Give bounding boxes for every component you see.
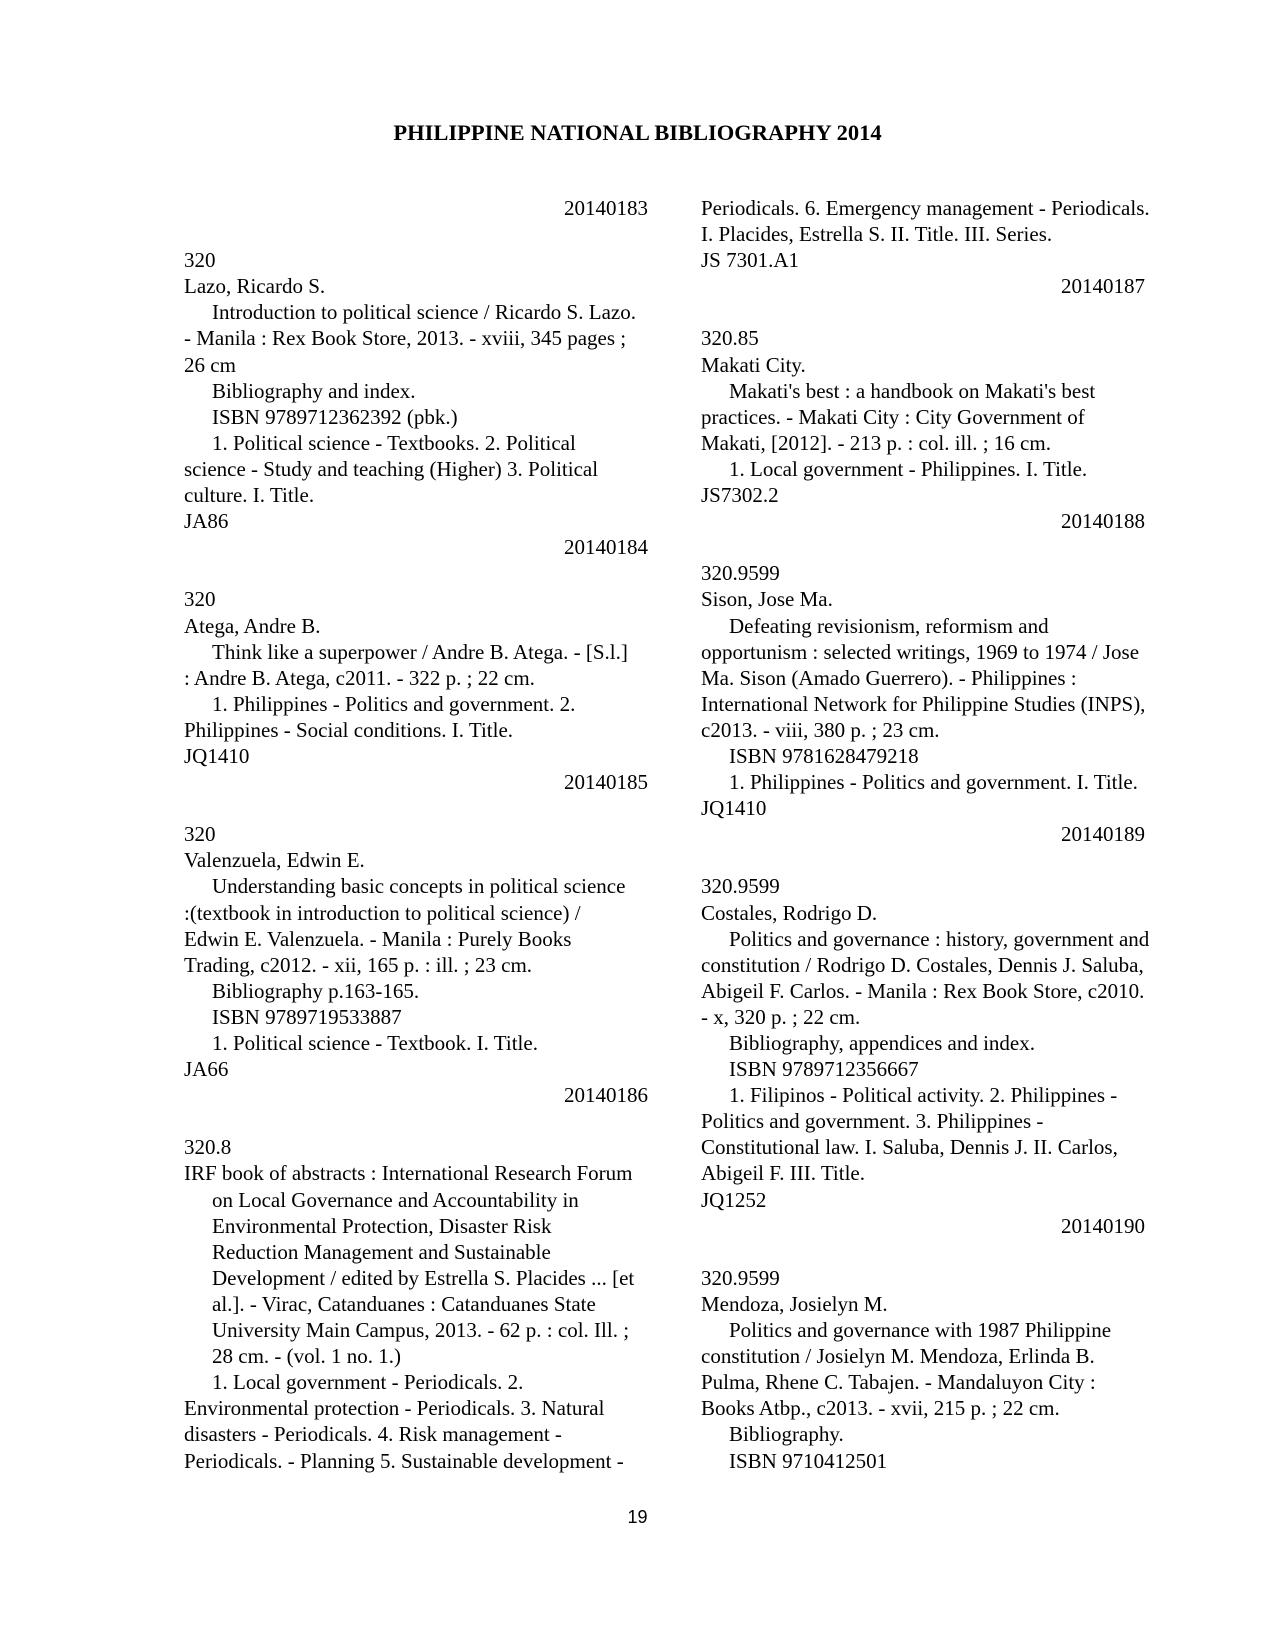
entry-line: al.]. - Virac, Catanduanes : Catanduanes State (212, 1291, 596, 1316)
entry-line: disasters - Periodicals. 4. Risk management - (184, 1422, 562, 1447)
entry-line: Valenzuela, Edwin E. (184, 848, 365, 873)
entry-line: Politics and governance : history, government and (729, 926, 1150, 951)
entry-line: opportunism : selected writings, 1969 to 1974 / Jose (701, 639, 1140, 664)
entry-line: ISBN 9789719533887 (212, 1004, 402, 1029)
record-number: 20140183 (564, 196, 648, 220)
entry-line: - x, 320 p. ; 22 cm. (701, 1004, 861, 1029)
entry-line: - Manila : Rex Book Store, 2013. - xviii, 345 pages ; (184, 326, 627, 351)
entry-line: 28 cm. - (vol. 1 no. 1.) (212, 1344, 401, 1369)
entry-line: 26 cm (184, 352, 236, 377)
entry-line: 320 (184, 248, 216, 273)
entry-line: JA86 (184, 509, 229, 534)
entry-line: Constitutional law. I. Saluba, Dennis J. II. Carlos, (701, 1135, 1118, 1160)
blank-line (701, 534, 1171, 560)
entry-line: Philippines - Social conditions. I. Title. (184, 717, 514, 742)
entry-line: Periodicals. 6. Emergency management - Periodicals. (701, 196, 1150, 220)
entry-line: : Andre B. Atega, c2011. - 322 p. ; 22 cm. (184, 665, 535, 690)
entry-line: Makati, [2012]. - 213 p. : col. ill. ; 16 cm. (701, 430, 1051, 455)
entry-line: 320.9599 (701, 1265, 780, 1290)
entry-line: ISBN 9781628479218 (729, 743, 919, 768)
entry-line: Ma. Sison (Amado Guerrero). - Philippines : (701, 665, 1077, 690)
entry-line: 320.9599 (701, 561, 780, 586)
entry-line: ISBN 9789712356667 (729, 1057, 919, 1082)
entry-line: Politics and government. 3. Philippines - (701, 1109, 1044, 1134)
left-column (184, 195, 674, 1474)
entry-line: Lazo, Ricardo S. (184, 274, 326, 299)
entry-line: 1. Filipinos - Political activity. 2. Philippines - (729, 1083, 1118, 1108)
entry-line: Books Atbp., c2013. - xvii, 215 p. ; 22 cm. (701, 1396, 1060, 1421)
entry-line: c2013. - viii, 380 p. ; 23 cm. (701, 717, 940, 742)
entry-line: practices. - Makati City : City Government of (701, 404, 1085, 429)
right-column (701, 195, 1171, 1474)
blank-line (701, 299, 1171, 325)
entry-line: Think like a superpower / Andre B. Atega. - [S.l.] (212, 639, 628, 664)
entry-line: 1. Political science - Textbooks. 2. Political (212, 430, 576, 455)
entry-line: Bibliography and index. (212, 378, 416, 403)
entry-line: Pulma, Rhene C. Tabajen. - Mandaluyon City : (701, 1370, 1096, 1395)
entry-line: 1. Philippines - Politics and government. 2. (212, 691, 576, 716)
entry-line: culture. I. Title. (184, 483, 315, 508)
record-number: 20140187 (1061, 274, 1145, 299)
record-number: 20140188 (1061, 509, 1145, 534)
entry-line: Makati City. (701, 352, 806, 377)
entry-line: constitution / Rodrigo D. Costales, Dennis J. Saluba, (701, 952, 1144, 977)
entry-line: JQ1410 (701, 796, 767, 821)
record-number: 20140190 (1061, 1213, 1145, 1238)
entry-line: IRF book of abstracts : International Research Forum (184, 1161, 633, 1186)
entry-line: University Main Campus, 2013. - 62 p. : col. Ill. ; (212, 1318, 630, 1343)
record-number: 20140185 (564, 770, 648, 795)
entry-line: Atega, Andre B. (184, 613, 321, 638)
entry-line: Reduction Management and Sustainable (212, 1239, 551, 1264)
entry-line: Bibliography, appendices and index. (729, 1031, 1035, 1055)
entry-line: ISBN 9710412501 (729, 1448, 888, 1473)
entry-line: 1. Local government - Periodicals. 2. (212, 1370, 524, 1395)
entry-line: Understanding basic concepts in political science (212, 874, 626, 899)
entry-line: JS7302.2 (701, 483, 779, 508)
blank-line (184, 1108, 674, 1134)
entry-line: Trading, c2012. - xii, 165 p. : ill. ; 23 cm. (184, 952, 533, 977)
entry-line: 1. Political science - Textbook. I. Title. (212, 1031, 538, 1055)
entry-line: Periodicals. - Planning 5. Sustainable development - (184, 1448, 624, 1473)
blank-line (701, 1239, 1171, 1265)
blank-line (184, 221, 674, 247)
entry-line: JQ1252 (701, 1187, 767, 1212)
entry-line: 1. Philippines - Politics and government. I. Title. (729, 770, 1138, 795)
entry-line: Sison, Jose Ma. (701, 587, 833, 612)
page-title: PHILIPPINE NATIONAL BIBLIOGRAPHY 2014 (393, 120, 882, 145)
entry-line: I. Placides, Estrella S. II. Title. III. Series. (701, 222, 1053, 247)
blank-line (184, 560, 674, 586)
page-number: 19 (627, 1507, 648, 1527)
entry-line: International Network for Philippine Studies (INPS), (701, 691, 1146, 716)
entry-line: 320.9599 (701, 874, 780, 899)
entry-line: Edwin E. Valenzuela. - Manila : Purely Books (184, 926, 572, 951)
entry-line: 320.85 (701, 326, 759, 351)
entry-line: Abigeil F. Carlos. - Manila : Rex Book Store, c2010. (701, 978, 1145, 1003)
entry-line: Costales, Rodrigo D. (701, 900, 878, 925)
entry-line: Development / edited by Estrella S. Placides ... [et (212, 1265, 635, 1290)
entry-line: 1. Local government - Philippines. I. Title. (729, 456, 1088, 481)
entry-line: Bibliography. (729, 1422, 844, 1447)
entry-line: on Local Governance and Accountability in (212, 1187, 579, 1212)
entry-line: Mendoza, Josielyn M. (701, 1291, 888, 1316)
entry-line: Makati's best : a handbook on Makati's best (729, 378, 1096, 403)
entry-line: constitution / Josielyn M. Mendoza, Erlinda B. (701, 1344, 1095, 1369)
entry-line: 320 (184, 587, 216, 612)
entry-line: 320 (184, 822, 216, 847)
blank-line (184, 795, 674, 821)
entry-line: JS 7301.A1 (701, 248, 800, 273)
entry-line: Introduction to political science / Ricardo S. Lazo. (212, 300, 636, 325)
entry-line: JA66 (184, 1057, 229, 1082)
entry-line: Abigeil F. III. Title. (701, 1161, 866, 1186)
blank-line (701, 847, 1171, 873)
entry-line: 320.8 (184, 1135, 232, 1160)
entry-line: Environmental Protection, Disaster Risk (212, 1213, 552, 1238)
entry-line: Environmental protection - Periodicals. 3. Natural (184, 1396, 605, 1421)
record-number: 20140189 (1061, 822, 1145, 847)
entry-line: JQ1410 (184, 743, 250, 768)
entry-line: Bibliography p.163-165. (212, 978, 420, 1003)
entry-line: ISBN 9789712362392 (pbk.) (212, 404, 458, 429)
entry-line: Politics and governance with 1987 Philippine (729, 1318, 1112, 1343)
entry-line: :(textbook in introduction to political science) / (184, 900, 581, 925)
entry-line: science - Study and teaching (Higher) 3. Political (184, 456, 599, 481)
entry-line: Defeating revisionism, reformism and (729, 613, 1049, 638)
record-number: 20140186 (564, 1083, 648, 1108)
record-number: 20140184 (564, 535, 648, 560)
